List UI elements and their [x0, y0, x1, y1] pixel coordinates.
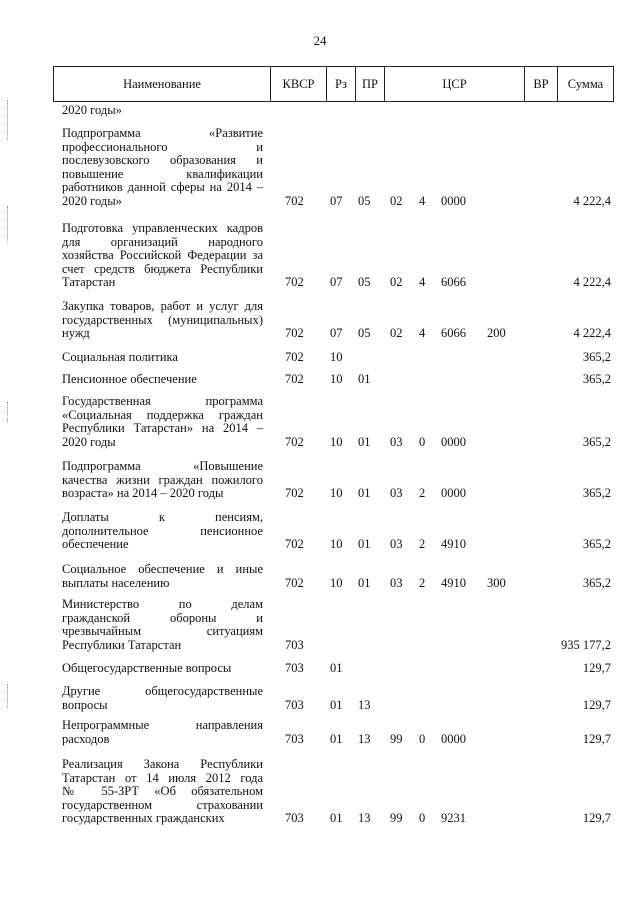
row-name: [62, 373, 263, 387]
header-vr: ВР: [524, 67, 557, 101]
row-name-line: Государственная программа: [62, 394, 263, 408]
row-name-line: Республики Татарстан» на 2014 –: [62, 421, 263, 436]
header-rz: Рз: [326, 67, 355, 101]
cell-kvsr: 703: [285, 697, 304, 712]
row-name: [62, 351, 263, 365]
table-row: [0, 222, 640, 290]
cell-sum: 365,2: [582, 350, 611, 364]
header-sum: Сумма: [557, 67, 613, 101]
cell-c3: 9231: [441, 811, 466, 826]
table-row: [0, 563, 640, 590]
header-csr: ЦСР: [384, 67, 524, 101]
cell-rz: 10: [330, 575, 343, 590]
cell-kvsr: 703: [285, 731, 304, 746]
table-row: [0, 511, 640, 552]
row-name-line: работников данной сферы на 2014 –: [62, 180, 263, 195]
cell-sum: 365,2: [582, 434, 611, 449]
row-name-line: Закупка товаров, работ и услуг для: [62, 299, 263, 313]
table-row: [0, 104, 640, 118]
table-row: [0, 758, 640, 826]
cell-rz: 01: [330, 697, 343, 712]
table-row: [0, 127, 640, 209]
page-number: 24: [313, 33, 327, 48]
row-name-line: 2020 годы»: [62, 103, 122, 117]
cell-sum: 365,2: [582, 486, 611, 501]
row-name-line: Подготовка управленческих кадров: [62, 221, 263, 235]
cell-kvsr: 703: [285, 637, 304, 652]
cell-pr: 05: [358, 275, 371, 290]
cell-rz: 01: [330, 811, 343, 826]
table-row: [0, 719, 640, 746]
cell-sum: 129,7: [582, 697, 611, 712]
cell-rz: 10: [330, 537, 343, 552]
row-name-line: «Социальная поддержка граждан: [62, 407, 263, 422]
row-name: [62, 104, 263, 118]
cell-kvsr: 702: [285, 575, 304, 590]
row-name-line: Общегосударственные вопросы: [62, 661, 232, 675]
row-name: [62, 300, 263, 341]
row-name: [62, 222, 263, 290]
cell-c2: 2: [419, 575, 426, 590]
cell-c1: 03: [390, 537, 403, 552]
row-name: [62, 662, 263, 676]
row-name-line: послевузовского образования и: [62, 153, 263, 168]
cell-kvsr: 702: [285, 350, 304, 364]
cell-c1: 03: [390, 575, 403, 590]
cell-c3: 0000: [441, 731, 466, 746]
cell-c1: 99: [390, 811, 403, 826]
cell-pr: 13: [358, 731, 371, 746]
cell-pr: 01: [358, 372, 371, 386]
row-name: [62, 511, 263, 552]
cell-pr: 01: [358, 486, 371, 501]
row-name: [62, 127, 263, 209]
cell-rz: 07: [330, 275, 343, 290]
cell-rz: 10: [330, 350, 343, 364]
cell-sum: 4 222,4: [573, 194, 611, 208]
row-name: [62, 563, 263, 590]
row-name-line: Пенсионное обеспечение: [62, 372, 197, 386]
row-name-line: расходов: [62, 731, 110, 746]
table-row: [0, 395, 640, 449]
row-name-line: счет средств бюджета Республики: [62, 261, 263, 276]
row-name-line: профессионального и: [62, 139, 263, 154]
table-row: [0, 685, 640, 712]
cell-kvsr: 702: [285, 372, 304, 386]
table-row: [0, 373, 640, 387]
row-name-line: 2020 годы: [62, 434, 116, 449]
header-pr: ПР: [355, 67, 384, 101]
header-name: Наименование: [123, 77, 201, 91]
cell-kvsr: 703: [285, 811, 304, 826]
cell-rz: 10: [330, 434, 343, 449]
row-name-line: повышение квалификации: [62, 166, 263, 181]
cell-sum: 129,7: [582, 661, 611, 675]
cell-c1: 99: [390, 731, 403, 746]
cell-c1: 02: [390, 275, 403, 290]
row-name-line: Социальное обеспечение и иные: [62, 562, 263, 576]
cell-pr: 13: [358, 811, 371, 826]
cell-pr: 13: [358, 697, 371, 712]
cell-c3: 0000: [441, 194, 466, 208]
cell-c1: 03: [390, 434, 403, 449]
cell-kvsr: 702: [285, 434, 304, 449]
cell-kvsr: 703: [285, 661, 304, 675]
cell-pr: 05: [358, 326, 371, 341]
row-name-line: Министерство по делам: [62, 597, 263, 611]
cell-c1: 02: [390, 194, 403, 208]
row-name-line: для организаций народного: [62, 234, 263, 249]
cell-c2: 4: [419, 275, 426, 290]
cell-pr: 01: [358, 434, 371, 449]
table-header: [53, 66, 614, 102]
row-name-line: государственных (муниципальных): [62, 312, 263, 327]
row-name-line: Подпрограмма «Развитие: [62, 126, 263, 140]
row-name-line: Реализация Закона Республики: [62, 757, 263, 771]
cell-c3: 6066: [441, 326, 466, 341]
cell-sum: 129,7: [582, 731, 611, 746]
cell-rz: 01: [330, 731, 343, 746]
cell-c2: 2: [419, 537, 426, 552]
cell-pr: 01: [358, 575, 371, 590]
row-name-line: нужд: [62, 326, 90, 341]
row-name: [62, 598, 263, 652]
row-name-line: Непрограммные направления: [62, 718, 263, 732]
row-name-line: чрезвычайным ситуациям: [62, 624, 263, 639]
cell-sum: 935 177,2: [561, 637, 611, 652]
cell-c2: 0: [419, 434, 426, 449]
row-name-line: государственном страховании: [62, 797, 263, 812]
row-name-line: качества жизни граждан пожилого: [62, 472, 263, 487]
cell-rz: 10: [330, 372, 343, 386]
row-name-line: Татарстан: [62, 275, 116, 290]
row-name-line: возраста» на 2014 – 2020 годы: [62, 486, 224, 501]
cell-c3: 0000: [441, 434, 466, 449]
cell-sum: 129,7: [582, 811, 611, 826]
cell-c3: 6066: [441, 275, 466, 290]
row-name: [62, 460, 263, 501]
table-row: [0, 351, 640, 365]
cell-sum: 365,2: [582, 537, 611, 552]
cell-sum: 4 222,4: [573, 275, 611, 290]
row-name-line: Другие общегосударственные: [62, 684, 263, 698]
row-name-line: гражданской обороны и: [62, 610, 263, 625]
cell-rz: 10: [330, 486, 343, 501]
cell-rz: 07: [330, 326, 343, 341]
row-name-line: Татарстан от 14 июля 2012 года: [62, 770, 263, 785]
cell-vr: 200: [487, 326, 506, 341]
cell-kvsr: 702: [285, 275, 304, 290]
row-name-line: обеспечение: [62, 537, 129, 552]
row-name-line: вопросы: [62, 697, 108, 712]
cell-c1: 02: [390, 326, 403, 341]
cell-c2: 4: [419, 326, 426, 341]
table-row: [0, 598, 640, 652]
row-name-line: № 55-ЗРТ «Об обязательном: [62, 784, 263, 799]
table-row: [0, 662, 640, 676]
cell-sum: 365,2: [582, 372, 611, 386]
row-name: [62, 685, 263, 712]
cell-c2: 2: [419, 486, 426, 501]
cell-c3: 4910: [441, 537, 466, 552]
cell-vr: 300: [487, 575, 506, 590]
cell-kvsr: 702: [285, 326, 304, 341]
row-name-line: Подпрограмма «Повышение: [62, 459, 263, 473]
cell-pr: 05: [358, 194, 371, 208]
cell-kvsr: 702: [285, 194, 304, 208]
row-name-line: 2020 годы»: [62, 193, 122, 208]
row-name-line: Доплаты к пенсиям,: [62, 510, 263, 524]
cell-c2: 0: [419, 811, 426, 826]
row-name: [62, 758, 263, 826]
cell-c2: 4: [419, 194, 426, 208]
header-kvsr: КВСР: [270, 67, 326, 101]
cell-sum: 4 222,4: [573, 326, 611, 341]
row-name-line: выплаты населению: [62, 575, 170, 590]
cell-rz: 01: [330, 661, 343, 675]
cell-c1: 03: [390, 486, 403, 501]
cell-sum: 365,2: [582, 575, 611, 590]
cell-pr: 01: [358, 537, 371, 552]
cell-c3: 4910: [441, 575, 466, 590]
table-row: [0, 460, 640, 501]
cell-c3: 0000: [441, 486, 466, 501]
cell-rz: 07: [330, 194, 343, 208]
row-name-line: хозяйства Российской Федерации за: [62, 248, 263, 263]
row-name: [62, 719, 263, 746]
row-name-line: Республики Татарстан: [62, 637, 182, 652]
row-name-line: дополнительное пенсионное: [62, 523, 263, 538]
cell-c2: 0: [419, 731, 426, 746]
cell-kvsr: 702: [285, 486, 304, 501]
table-row: [0, 300, 640, 341]
row-name: [62, 395, 263, 449]
row-name-line: государственных гражданских: [62, 811, 225, 826]
cell-kvsr: 702: [285, 537, 304, 552]
row-name-line: Социальная политика: [62, 350, 178, 364]
